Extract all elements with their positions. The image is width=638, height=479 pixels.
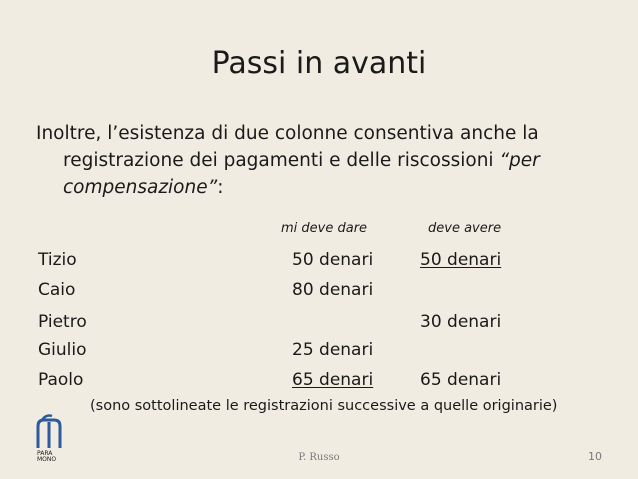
table-row	[0, 276, 638, 304]
row-avere: 50 denari	[420, 250, 502, 270]
header-avere: deve avere	[428, 221, 502, 236]
table-row	[0, 246, 638, 274]
row-dare: 50 denari	[292, 250, 374, 270]
row-avere: 30 denari	[420, 312, 502, 332]
slide-title: Passi in avanti	[211, 46, 427, 81]
table-row	[0, 366, 638, 394]
intro-line-3-italic: compensazione”	[63, 177, 218, 198]
row-dare: 65 denari	[292, 370, 374, 390]
row-dare: 25 denari	[292, 340, 374, 360]
intro-line-1: Inoltre, l’esistenza di due colonne consentiva anche la	[36, 123, 539, 144]
row-dare: 80 denari	[292, 280, 374, 300]
row-name: Paolo	[38, 370, 84, 390]
intro-line-3: :	[217, 177, 224, 198]
row-name: Tizio	[38, 250, 77, 270]
intro-paragraph	[36, 120, 616, 201]
page-number: 10	[588, 450, 602, 463]
row-name: Pietro	[38, 312, 87, 332]
intro-line-2: registrazione dei pagamenti e delle riscossioni	[63, 150, 500, 171]
table-row	[0, 308, 638, 336]
header-dare: mi deve dare	[281, 221, 368, 236]
row-avere: 65 denari	[420, 370, 502, 390]
row-name: Caio	[38, 280, 76, 300]
logo-text-bottom: MONO	[37, 456, 57, 462]
note-text: (sono sottolineate le registrazioni successive a quelle originarie)	[90, 398, 558, 414]
table-row	[0, 336, 638, 364]
intro-line-2-italic: “per	[499, 150, 540, 171]
row-name: Giulio	[38, 340, 87, 360]
logo-text-top: PARA	[37, 450, 53, 457]
footer-author: P. Russo	[298, 452, 340, 463]
